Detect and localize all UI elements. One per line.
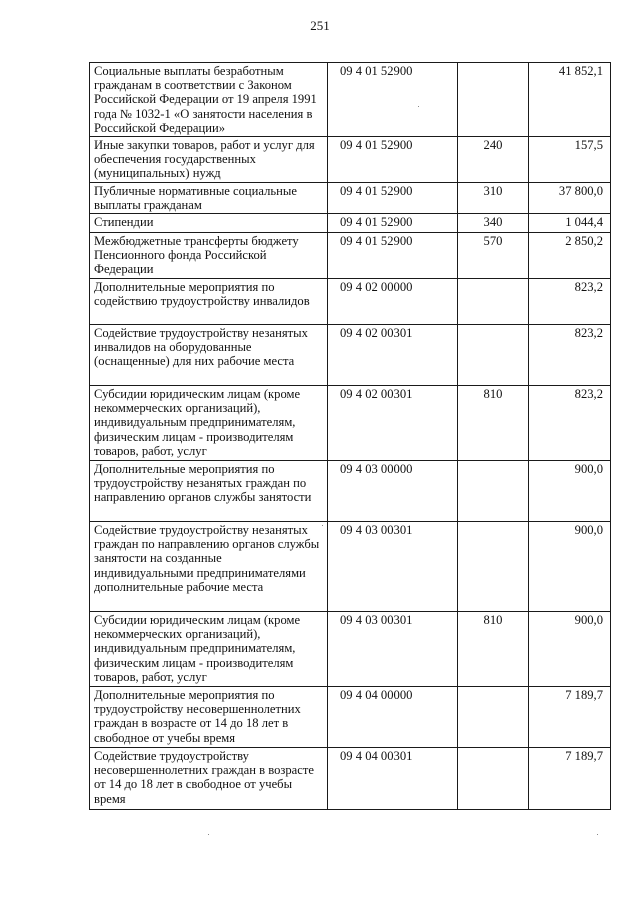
table-row (90, 183, 611, 214)
row-target-code: 09 4 04 00301 (328, 748, 458, 810)
row-target-code: 09 4 02 00301 (328, 386, 458, 461)
row-name: Межбюджетные трансферты бюджету Пенсионного фонда Российской Федерации (90, 233, 328, 279)
row-name: Социальные выплаты безработным гражданам в соответствии с Законом Российской Федерации от 19 апреля 1991 года № 1032-1 «О занятости населения в Российской Федерации» (90, 63, 328, 137)
scan-speck (597, 834, 598, 835)
table-row (90, 214, 611, 233)
row-amount: 7 189,7 (529, 687, 611, 748)
scan-speck (322, 525, 323, 526)
row-amount: 157,5 (529, 137, 611, 183)
row-expense-type (458, 461, 529, 522)
row-amount: 37 800,0 (529, 183, 611, 214)
row-amount: 823,2 (529, 325, 611, 386)
row-target-code: 09 4 02 00301 (328, 325, 458, 386)
budget-table-body (90, 63, 611, 810)
row-expense-type: 810 (458, 612, 529, 687)
row-expense-type: 310 (458, 183, 529, 214)
row-amount: 900,0 (529, 461, 611, 522)
row-target-code: 09 4 02 00000 (328, 279, 458, 325)
row-name: Дополнительные мероприятия по трудоустройству несовершеннолетних граждан в возрасте от 14 до 18 лет в свободное от учебы время (90, 687, 328, 748)
row-amount: 1 044,4 (529, 214, 611, 233)
row-amount: 823,2 (529, 279, 611, 325)
table-row (90, 386, 611, 461)
table-row (90, 522, 611, 612)
row-expense-type: 810 (458, 386, 529, 461)
row-name: Иные закупки товаров, работ и услуг для обеспечения государственных (муниципальных) нужд (90, 137, 328, 183)
row-expense-type (458, 748, 529, 810)
table-row (90, 461, 611, 522)
row-target-code: 09 4 03 00000 (328, 461, 458, 522)
row-expense-type: 340 (458, 214, 529, 233)
row-amount: 7 189,7 (529, 748, 611, 810)
table-row (90, 687, 611, 748)
scan-speck (418, 106, 419, 107)
table-row (90, 325, 611, 386)
row-name: Публичные нормативные социальные выплаты гражданам (90, 183, 328, 214)
row-expense-type (458, 63, 529, 137)
row-name: Содействие трудоустройству несовершеннолетних граждан в возрасте от 14 до 18 лет в свободное от учебы время (90, 748, 328, 810)
row-expense-type: 570 (458, 233, 529, 279)
row-target-code: 09 4 03 00301 (328, 612, 458, 687)
table-row (90, 137, 611, 183)
scan-speck (208, 834, 209, 835)
row-expense-type (458, 522, 529, 612)
row-name: Дополнительные мероприятия по содействию трудоустройству инвалидов (90, 279, 328, 325)
row-name: Содействие трудоустройству незанятых граждан по направлению органов службы занятости на созданные индивидуальными предпринимателями дополнительные рабочие места (90, 522, 328, 612)
row-expense-type (458, 325, 529, 386)
table-row (90, 279, 611, 325)
row-target-code: 09 4 03 00301 (328, 522, 458, 612)
row-name: Субсидии юридическим лицам (кроме некоммерческих организаций), индивидуальным предпринимателям, физическим лицам - производителям товаров, работ, услуг (90, 386, 328, 461)
row-target-code: 09 4 01 52900 (328, 233, 458, 279)
table-row (90, 612, 611, 687)
page-number: 251 (310, 18, 330, 33)
row-expense-type (458, 687, 529, 748)
row-name: Субсидии юридическим лицам (кроме некоммерческих организаций), индивидуальным предпринимателям, физическим лицам - производителям товаров, работ, услуг (90, 612, 328, 687)
budget-table (89, 62, 611, 810)
row-expense-type (458, 279, 529, 325)
row-target-code: 09 4 01 52900 (328, 183, 458, 214)
row-amount: 823,2 (529, 386, 611, 461)
table-row (90, 748, 611, 810)
table-row (90, 233, 611, 279)
table-row (90, 63, 611, 137)
row-target-code: 09 4 01 52900 (328, 63, 458, 137)
row-amount: 2 850,2 (529, 233, 611, 279)
row-expense-type: 240 (458, 137, 529, 183)
row-amount: 900,0 (529, 522, 611, 612)
row-amount: 41 852,1 (529, 63, 611, 137)
row-target-code: 09 4 01 52900 (328, 137, 458, 183)
row-name: Дополнительные мероприятия по трудоустройству незанятых граждан по направлению органов службы занятости (90, 461, 328, 522)
row-target-code: 09 4 04 00000 (328, 687, 458, 748)
row-amount: 900,0 (529, 612, 611, 687)
row-name: Стипендии (90, 214, 328, 233)
row-name: Содействие трудоустройству незанятых инвалидов на оборудованные (оснащенные) для них рабочие места (90, 325, 328, 386)
row-target-code: 09 4 01 52900 (328, 214, 458, 233)
